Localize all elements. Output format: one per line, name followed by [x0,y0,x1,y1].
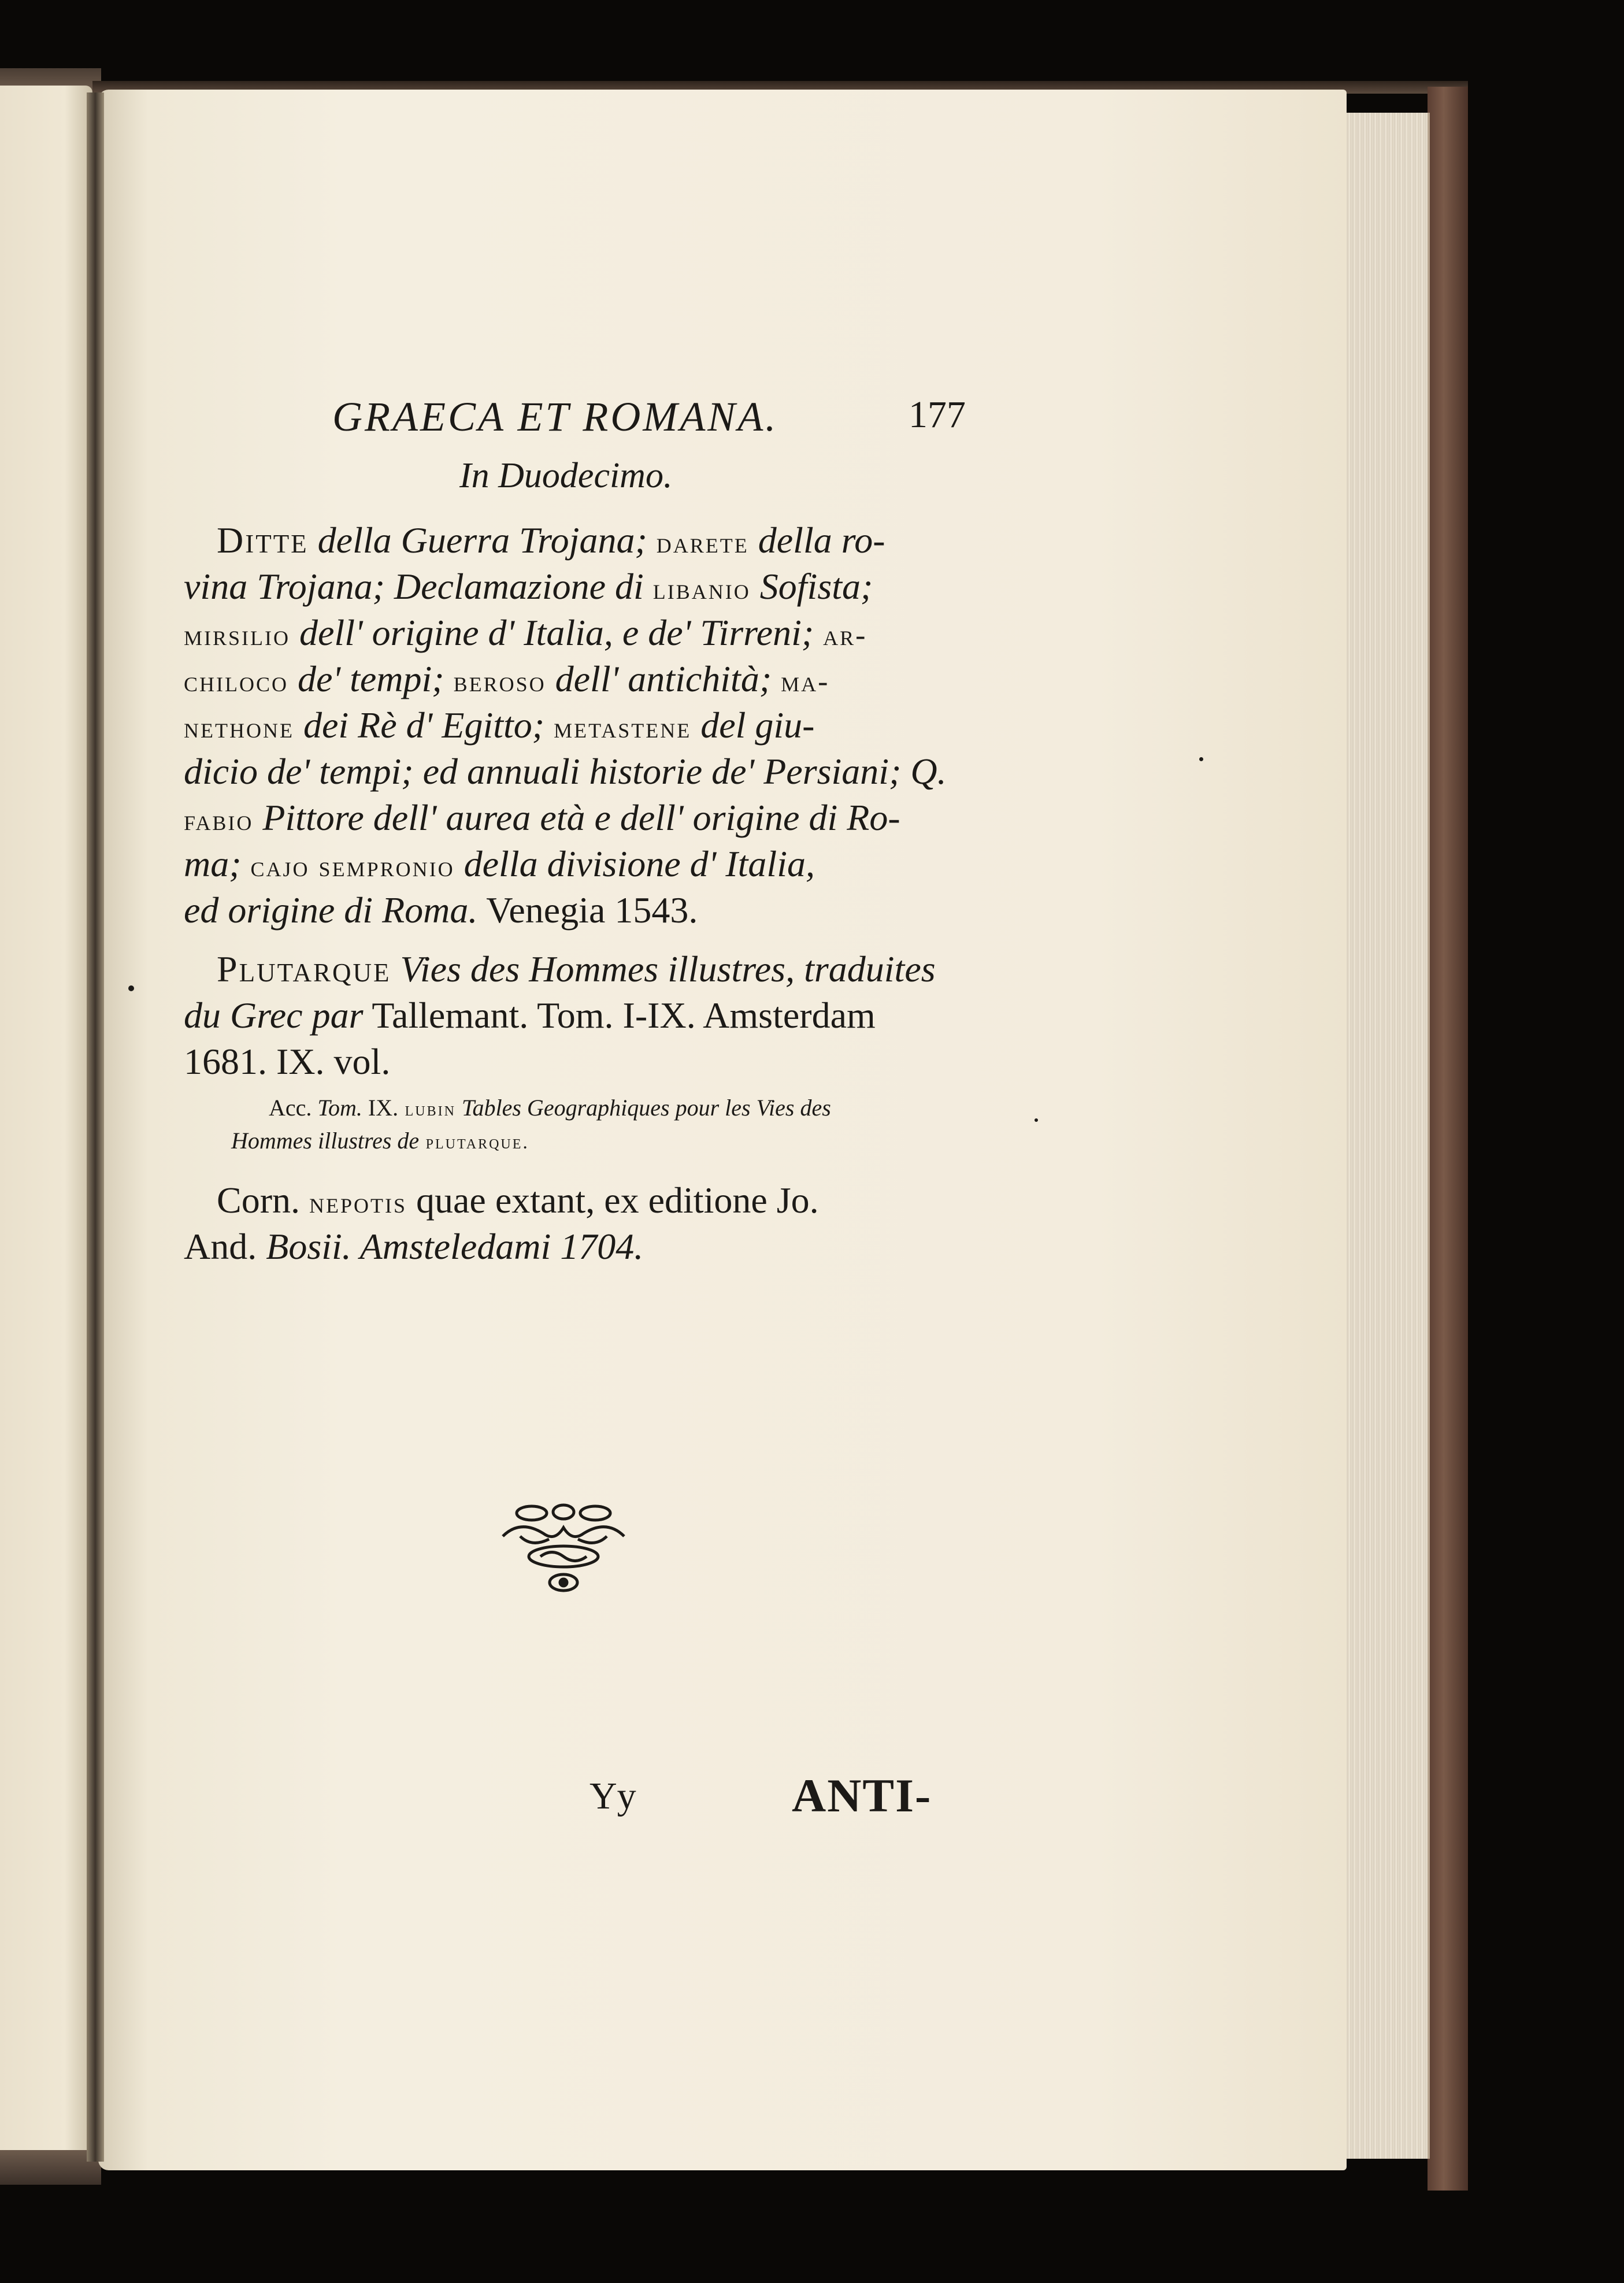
entry1-line6: dicio de' tempi; ed annuali historie de' Persiani; Q. [184,751,947,792]
page-number: 177 [909,394,966,436]
left-page-edge [0,86,92,2166]
entry1-line8: ma; cajo sempronio della divisione d' Italia, [184,843,815,884]
cover-right-edge [1428,87,1468,2191]
signature-mark: Yy [589,1775,636,1817]
entry1-line5: nethone dei Rè d' Egitto; metastene del giu- [184,705,815,746]
entry1-line7: fabio Pittore dell' aurea età e dell' origine di Ro- [184,797,900,838]
left-binding-bottom [0,2150,101,2185]
note-line1: Acc. Tom. IX. lubin Tables Geographiques pour les Vies des [269,1095,831,1121]
entry1-line4: chiloco de' tempi; beroso dell' antichità; ma- [184,658,830,699]
note-line2: Hommes illustres de plutarque. [231,1128,529,1154]
gutter [87,92,104,2162]
entry2-line3: 1681. IX. vol. [184,1041,391,1082]
page-edges [1341,113,1430,2159]
entry2-line1: Plutarque Vies des Hommes illustres, traduites [217,948,936,989]
section-heading: In Duodecimo. [459,456,673,495]
printer-ornament [497,1502,630,1600]
speck [1035,1118,1038,1122]
entry1-line9: ed origine di Roma. Venegia 1543. [184,890,698,931]
speck [128,985,134,991]
entry1-line1: Ditte della Guerra Trojana; darete della ro- [217,520,885,561]
entry3-line2: And. Bosii. Amsteledami 1704. [184,1226,644,1267]
entry1-line2: vina Trojana; Declamazione di libanio Sofista; [184,566,873,607]
running-header-title: GRAECA ET ROMANA. [332,394,778,440]
catchword: ANTI- [792,1769,932,1822]
entry1-line3: mirsilio dell' origine d' Italia, e de' Tirreni; ar- [184,612,867,653]
entry2-line2: du Grec par Tallemant. Tom. I-IX. Amsterdam [184,995,876,1036]
speck [1199,757,1203,761]
entry3-line1: Corn. nepotis quae extant, ex editione Jo. [217,1180,819,1221]
